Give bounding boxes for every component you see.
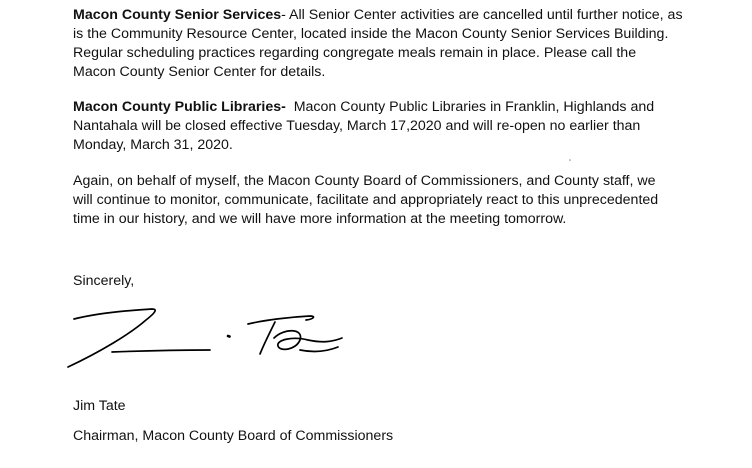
- closing-salutation: Sincerely,: [73, 273, 135, 289]
- senior-services-text-1: - All Senior Center activities are cancelled until further notice, as: [281, 7, 683, 23]
- senior-services-heading: Macon County Senior Services: [73, 7, 282, 23]
- libraries-line-2: Nantahala will be closed effective Tuesday, March 17,2020 and will re-open no earlier than: [73, 118, 641, 134]
- senior-services-line-1: [73, 6, 723, 25]
- closing-line-1: Again, on behalf of myself, the Macon County Board of Commissioners, and County staff, we: [73, 173, 656, 189]
- senior-services-line-2: is the Community Resource Center, located inside the Macon County Senior Services Building.: [73, 26, 669, 42]
- signatory-title: Chairman, Macon County Board of Commissioners: [73, 428, 394, 444]
- scan-speck: [568, 158, 572, 162]
- closing-line-2: will continue to monitor, communicate, facilitate and appropriately react to this unprecedented: [73, 192, 659, 208]
- closing-line-3: time in our history, and we will have more information at the meeting tomorrow.: [73, 211, 567, 227]
- signatory-name: Jim Tate: [73, 398, 126, 414]
- senior-services-line-3: Regular scheduling practices regarding congregate meals remain in place. Please call the: [73, 45, 637, 61]
- senior-services-paragraph: [73, 6, 723, 82]
- libraries-paragraph: [73, 98, 723, 155]
- closing-paragraph: [73, 172, 723, 229]
- libraries-heading: Macon County Public Libraries-: [73, 99, 286, 115]
- senior-services-line-4: Macon County Senior Center for details.: [73, 64, 326, 80]
- signature-image: [60, 298, 350, 378]
- libraries-line-1: [73, 98, 723, 117]
- libraries-text-1: Macon County Public Libraries in Franklin, Highlands and: [285, 99, 655, 115]
- libraries-line-3: Monday, March 31, 2020.: [73, 137, 233, 153]
